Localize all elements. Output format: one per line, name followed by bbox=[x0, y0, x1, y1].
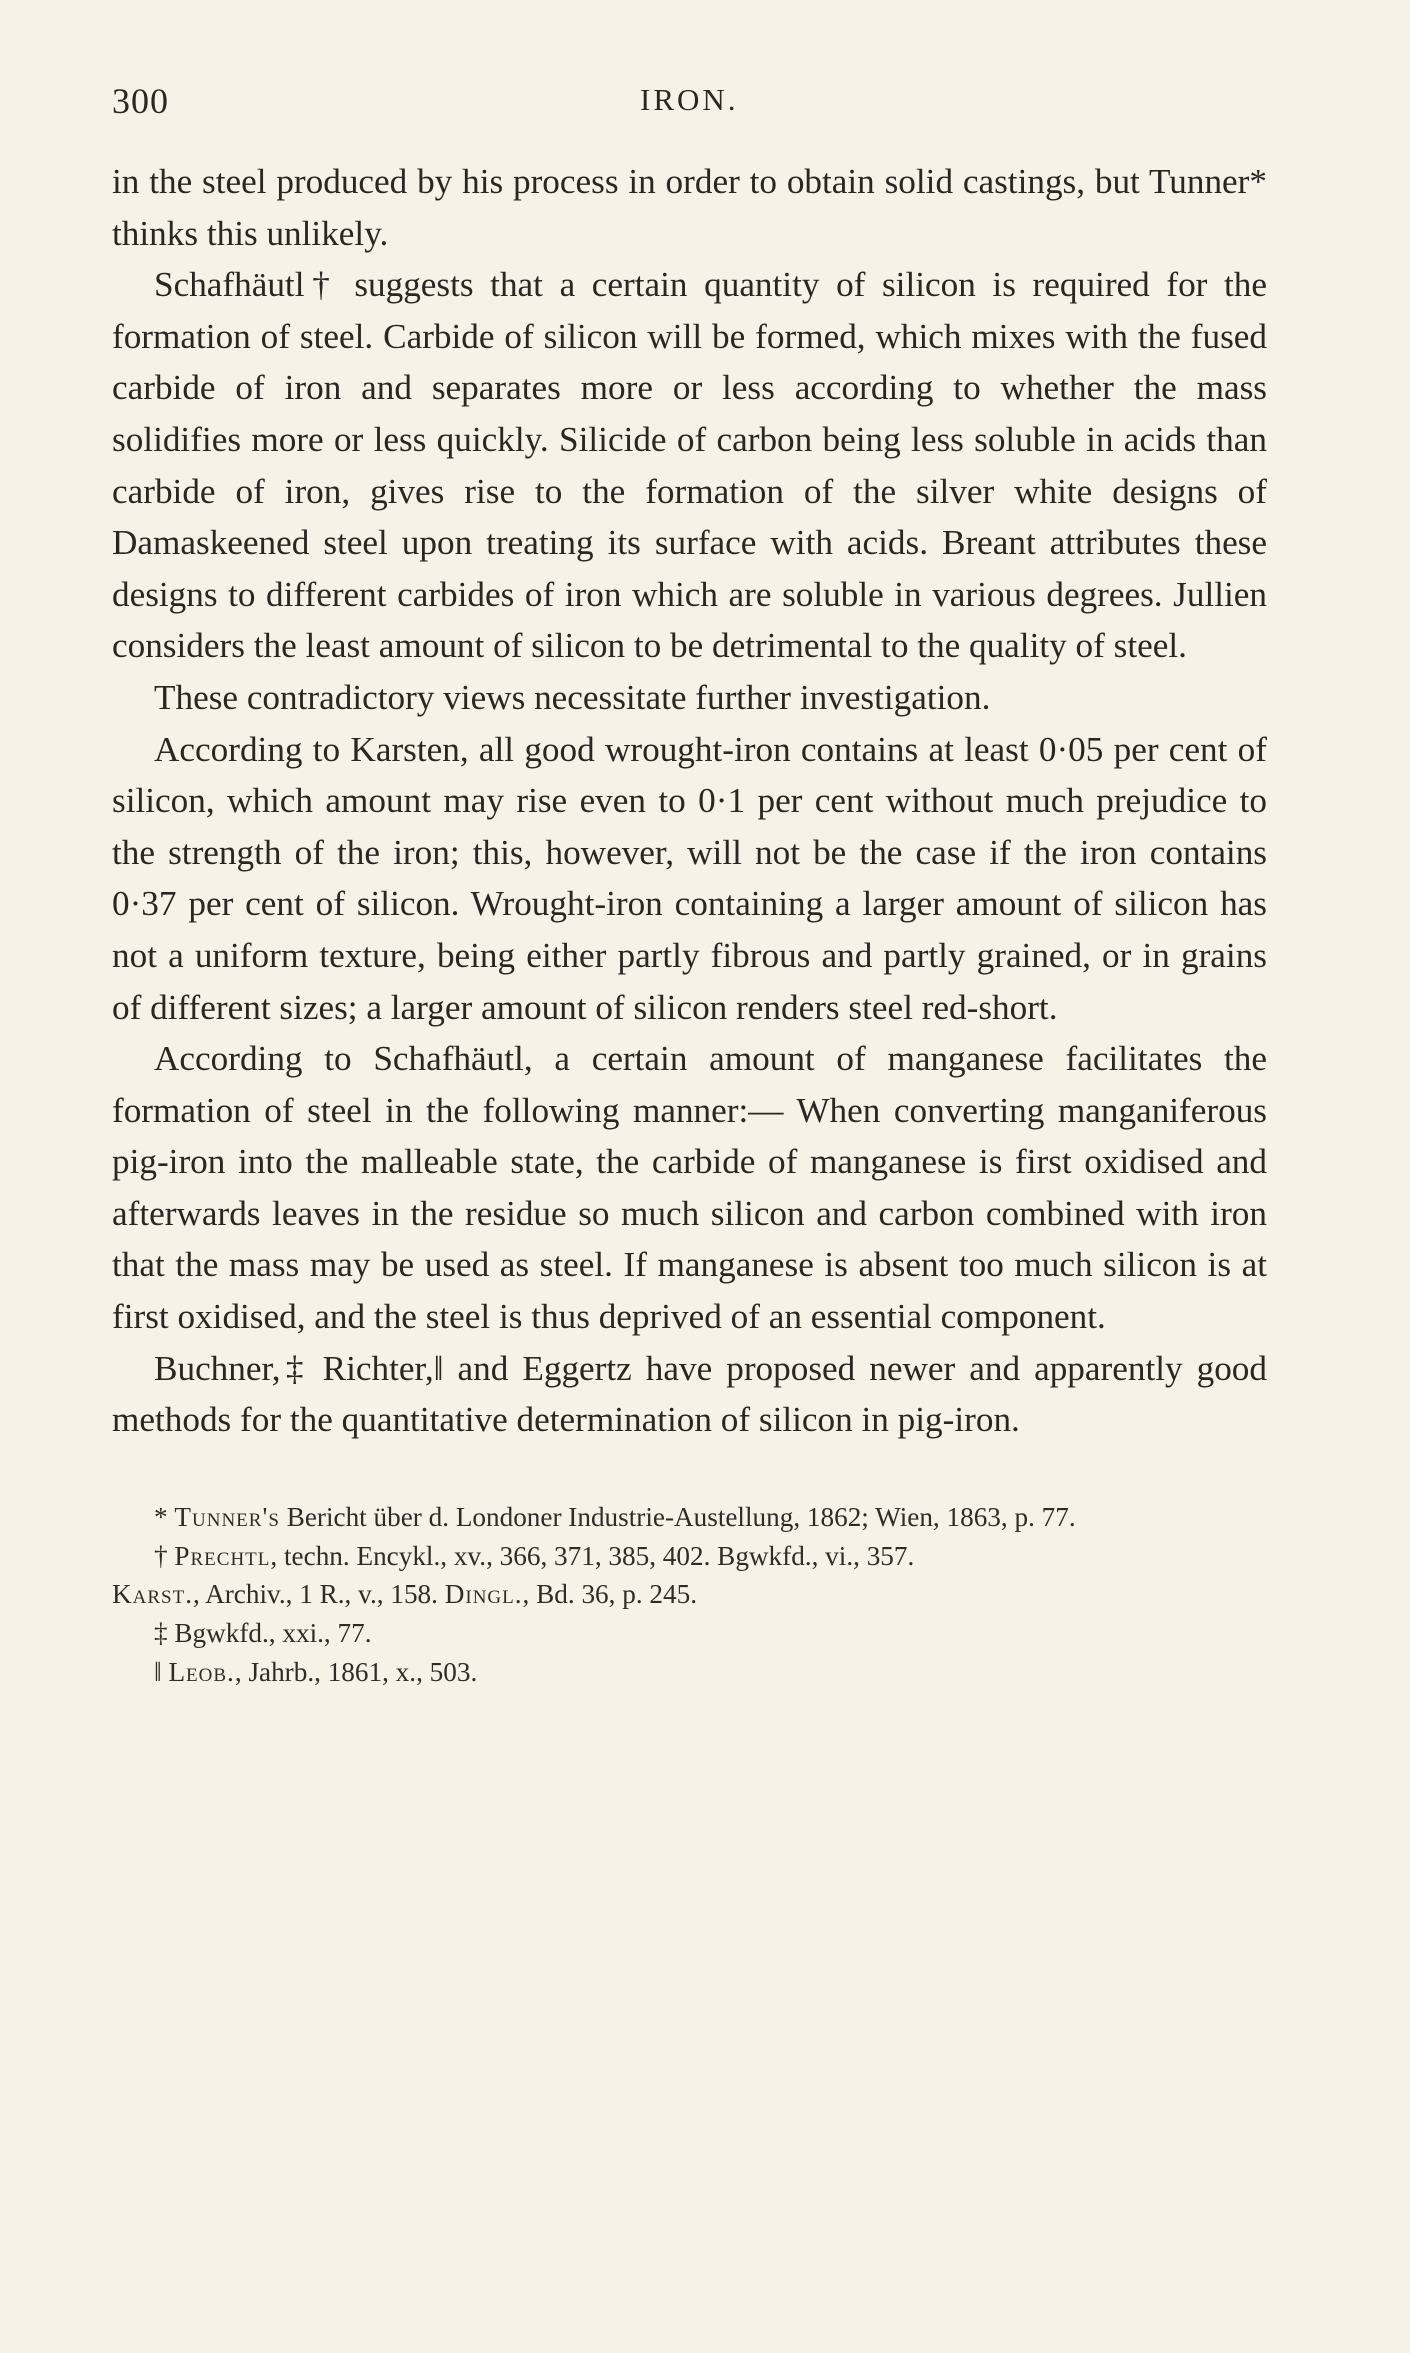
paragraph-continuation: in the steel produced by his process in order to obtain solid castings, but Tunner* thinks this unlikely. bbox=[112, 162, 1267, 253]
paragraph-contradictory-views: These contradictory views necessitate further investigation. bbox=[154, 677, 991, 717]
paragraph-determination-methods: Buchner,‡ Richter,‖ and Eggertz have proposed newer and apparently good methods for the quantitative determination of silicon in pig-iron. bbox=[112, 1348, 1267, 1440]
footnote-marker-dagger: † bbox=[154, 1540, 168, 1571]
footnote-4-author: Leob. bbox=[168, 1657, 235, 1688]
footnote-2b-author-1: Karst. bbox=[112, 1579, 193, 1610]
footnote-marker-parallel: ‖ bbox=[154, 1657, 162, 1688]
footnote-2b-text-1: , Archiv., 1 R., v., 158. bbox=[193, 1579, 438, 1610]
book-page bbox=[112, 80, 1267, 1692]
footnote-2-text: , techn. Encykl., xv., 366, 371, 385, 402. Bgwkfd., vi., 357. bbox=[270, 1540, 915, 1571]
body-text bbox=[112, 156, 1267, 1446]
paragraph-manganese: According to Schafhäutl, a certain amount of manganese facilitates the formation of steel in the following manner:— When converting manganiferous pig-iron into the malleable state, the carbide of manganese is first oxidised and afterwards leaves in the residue so much silicon and carbon combined with iron that the mass may be used as steel. If manganese is absent too much silicon is at first oxidised, and the steel is thus deprived of an essential component. bbox=[112, 1039, 1267, 1337]
footnote-2-author: Prechtl bbox=[174, 1540, 271, 1571]
paragraph-karsten: According to Karsten, all good wrought-iron contains at least 0·05 per cent of silicon, which amount may rise even to 0·1 per cent without much prejudice to the strength of the iron; this, however, will not be the case if the iron contains 0·37 per cent of silicon. Wrought-iron containing a larger amount of silicon has not a uniform texture, being either partly fibrous and partly grained, or in grains of different sizes; a larger amount of silicon renders steel red-short. bbox=[112, 729, 1267, 1027]
footnote-2b-text-2: , Bd. 36, p. 245. bbox=[522, 1579, 698, 1610]
footnote-1 bbox=[112, 1498, 1267, 1537]
footnote-3 bbox=[112, 1614, 1267, 1653]
footnote-4 bbox=[112, 1653, 1267, 1692]
footnotes bbox=[112, 1498, 1267, 1692]
footnote-3-text: Bgwkfd., xxi., 77. bbox=[174, 1618, 372, 1649]
paragraph-schafhautl-silicon: Schafhäutl† suggests that a certain quantity of silicon is required for the formation of steel. Carbide of silicon will be formed, which mixes with the fused carbide of iron and separates more or less according to whether the mass solidifies more or less quickly. Silicide of carbon being less soluble in acids than carbide of iron, gives rise to the formation of the silver white designs of Damaskeened steel upon treating its surface with acids. Breant attributes these designs to different carbides of iron which are soluble in various degrees. Jullien considers the least amount of silicon to be detrimental to the quality of steel. bbox=[112, 265, 1267, 666]
running-title: IRON. bbox=[640, 82, 739, 117]
footnote-2b-author-2: Dingl. bbox=[444, 1579, 523, 1610]
footnote-1-author: Tunner's bbox=[174, 1501, 280, 1532]
footnote-1-text: Bericht über d. Londoner Industrie-Austellung, 1862; Wien, 1863, p. 77. bbox=[286, 1501, 1076, 1532]
running-head bbox=[112, 80, 1267, 132]
page-number: 300 bbox=[112, 81, 169, 121]
footnote-marker-star: * bbox=[154, 1501, 168, 1532]
footnote-4-text: , Jahrb., 1861, x., 503. bbox=[234, 1657, 478, 1688]
footnote-marker-ddagger: ‡ bbox=[154, 1618, 168, 1649]
footnote-2 bbox=[112, 1537, 1267, 1576]
footnote-2-continuation bbox=[112, 1575, 1267, 1614]
